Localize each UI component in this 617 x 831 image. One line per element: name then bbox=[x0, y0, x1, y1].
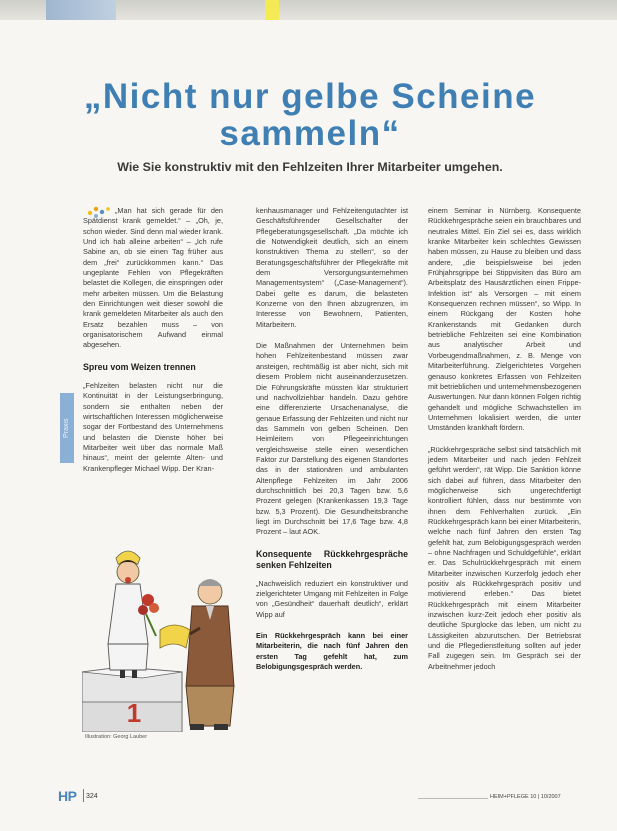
column-2-paragraph-3: „Nachweislich reduziert ein konstruktiver und zielgerichteter Umgang mit Fehlzeiten in Folge von „Gesündheit“ dauerhaft deutlich“, erklärt Wipp auf bbox=[256, 578, 408, 619]
podium-number: 1 bbox=[126, 698, 142, 728]
column-1-paragraph-2: „Fehlzeiten belasten nicht nur die Kontinuität in der Leistungserbringung, sondern sie enthalten neben der wirtschaftlichen Interessen möglicherweise sogar der Fortbestand des Unternehmens und belasten die Dienste höher bei Mitarbeiter weit über das normale Maß hinaus“, meint der gelernte Alten- und Krankenpfleger Michael Wipp. Der Kran- bbox=[83, 380, 223, 473]
column-2-paragraph-1: kenhausmanager und Fehlzeitengutachter ist Geschäftsführender Gesellschafter der Pflegeberatungsgesellschaft. „Da möchte ich die Notwendigkeit deutlich, sich an einem konstruktiven Thema zu stellen“, so der Beratungsgeschäftsführer der Pflegekräfte mit dem Versorgungsunternehmen Managementsystem“ („Case-Management“). Dabei gelte es darum, die belasteten Konzerne von den Ihnen abzugrenzen, im Interesse von Bewohnern, Patienten, Mitarbeitern. bbox=[256, 206, 408, 329]
column-3-paragraph-1: einem Seminar in Nürnberg. Konsequente Rückkehrgespräche seien ein brauchbares und neutrales Mittel. Ein Ziel sei es, dass wirklich kranke Mitarbeiter kein schlechtes Gewissen haben müssen, zu Hause zu bleiben und dass andere, „die beispielsweise bei jeden Frühjahrsgrippe bei Stippvisiten das Büro am Arbeitsplatz des Hausärztlichen einen Frippe-Infektion ist“ als Versorgen – mit einem Konsequenzen rechnen müssen“, so Wipp. In einem Rückgang der Kosten hohe Krankenstands mit Gedanken durch betriebliche Fehlzeiten sei eine Kombination aus analytischer Arbeit und Vorbeugendmaßnahmen, z. B. Menge von Mitarbeiterführung. Zielgerichtetes Vorgehen genauso konkretes Erfassen von Fehlzeiten mit betrieblichen und unternehmensbezogenen Auswertungen. Nur dann können Folgen richtig gehandelt und mögliche Schwachstellen im Unternehmen lokalisiert werden, die unter Umständen krankhaft fördern. bbox=[428, 206, 581, 433]
magazine-logo: HP bbox=[58, 788, 77, 804]
page-number: 324 bbox=[86, 793, 98, 800]
column-3-paragraph-2: „Rückkehrgespräche selbst sind tatsächlich mit jedem Mitarbeiter und nach jeden Fehlzeit geführt werden“, rät Wipp. Die Sanktion könne sich dabei auf führen, dass Mitarbeiter den möglicherweise sich ungerechtfertigt kontrolliert fühlen, dass nur bestimmte von ihnen dem Fehlverhalten zurück. „Ein Rückkehrgespräch kann bei einer Mitarbeiterin, welche nach fünf Jahren den ersten Tag gefehlt hat, zum Belobigungsgespräch werden – ohne Nachfragen und Schuldgefühle“, erklärt er. Das Schulrückkehrgespräch mit einem Mitarbeiter inzwischen Kurzerfolg jedoch eher positiv als Rückkehrgespräch positiv und motivierend erleben.“ Das bietet Rückkehrgespräch mit einem Mitarbeiter inzwischen kurz-Zeit jedoch eher positiv als deutliche Spurglocke das leben, um nicht zu Lässigkeiten abzurutschen. Der Betriebsrat und die Pflegedienstleitung sollten auf jeder Fall zugegen sein. Im Gespräch sei der Arbeitnehmer jedoch bbox=[428, 444, 581, 671]
top-blue-tab bbox=[46, 0, 116, 20]
journal-citation: HEIM+PFLEGE 10 | 10/2007 bbox=[490, 794, 561, 800]
article-title: „Nicht nur gelbe Scheine sammeln“ bbox=[83, 77, 537, 153]
subheading-spreu: Spreu vom Weizen trennen bbox=[83, 361, 196, 372]
article-subtitle: Wie Sie konstruktiv mit den Fehlzeiten Ihrer Mitarbeiter umgehen. bbox=[117, 160, 503, 174]
section-side-tab-label: Praxis bbox=[63, 418, 70, 438]
image-credit: Illustration: Georg Lauber bbox=[85, 734, 148, 740]
subheading-rueckkehr: Konsequente Rückkehrgespräche senken Fehlzeiten bbox=[256, 548, 408, 570]
article-column-3 bbox=[428, 206, 581, 683]
article-column-1 bbox=[83, 206, 223, 485]
footer-rule bbox=[418, 798, 488, 799]
article-column-2 bbox=[256, 206, 408, 683]
section-side-tab bbox=[60, 393, 74, 463]
footer-separator bbox=[83, 789, 84, 802]
column-1-paragraph-1: „Man hat sich gerade für den Spätdienst krank gemeldet.“ – „Oh, je, schon wieder. Sind denn mal wieder krank. Und ich hab alleine arbeiten“ – „Ich rufe Sabine an, ob sie einen Tag früher aus dem „frei“ zurückkommen kann.“ Das ungeplante Fehlen von Pflegekräften belastet die Kollegen, die einspringen oder mehr arbeiten müssen. Um die Belastung den Einrichtungen weit dieser sowohl die krank gemeldeten Mitarbeiter als auch den Ersatz bezahlen muss – von organisatorischem Aufwand einmal abgesehen. bbox=[83, 206, 223, 350]
image-caption: Ein Rückkehrgespräch kann bei einer Mitarbeiterin, die nach fünf Jahren den ersten Tag gefehlt hat, zum Belobigungsgespräch werden. bbox=[256, 631, 408, 672]
column-2-paragraph-2: Die Maßnahmen der Unternehmen beim hohen Fehlzeitenbestand müssen zwar ansteigen, rechtmäßig ist aber nicht, sich mit diesem Problem nicht auseinanderzusetzen. Die Führungskräfte müssten klar strukturiert und nachvollziehbar handeln. Dazu gehöre eine differenzierte Ursachenanalyse, die genaue Erfassung der Fehlzeiten und nicht nur das Sammeln von gelben Scheinen. Den Heimleitern von Pflegeeinrichtungen vergleichsweise stelle einen wesentlichen Faktor zur Darstellung des eigenen Standortes das in der stationären und ambulanten Altenpflege Fehlzeiten im Jahr 2006 durchschnittlich bei 20,3 Tagen bzw. 5,6 Prozent gelegen (Krankenkassen 19,3 Tage bzw. 5,3 Prozent). Die Gesundheitsbranche liegt im Durchschnitt bei 17,6 Tage bzw. 4,8 Prozent – laut AOK. bbox=[256, 341, 408, 537]
podium-cartoon-illustration bbox=[82, 522, 258, 732]
